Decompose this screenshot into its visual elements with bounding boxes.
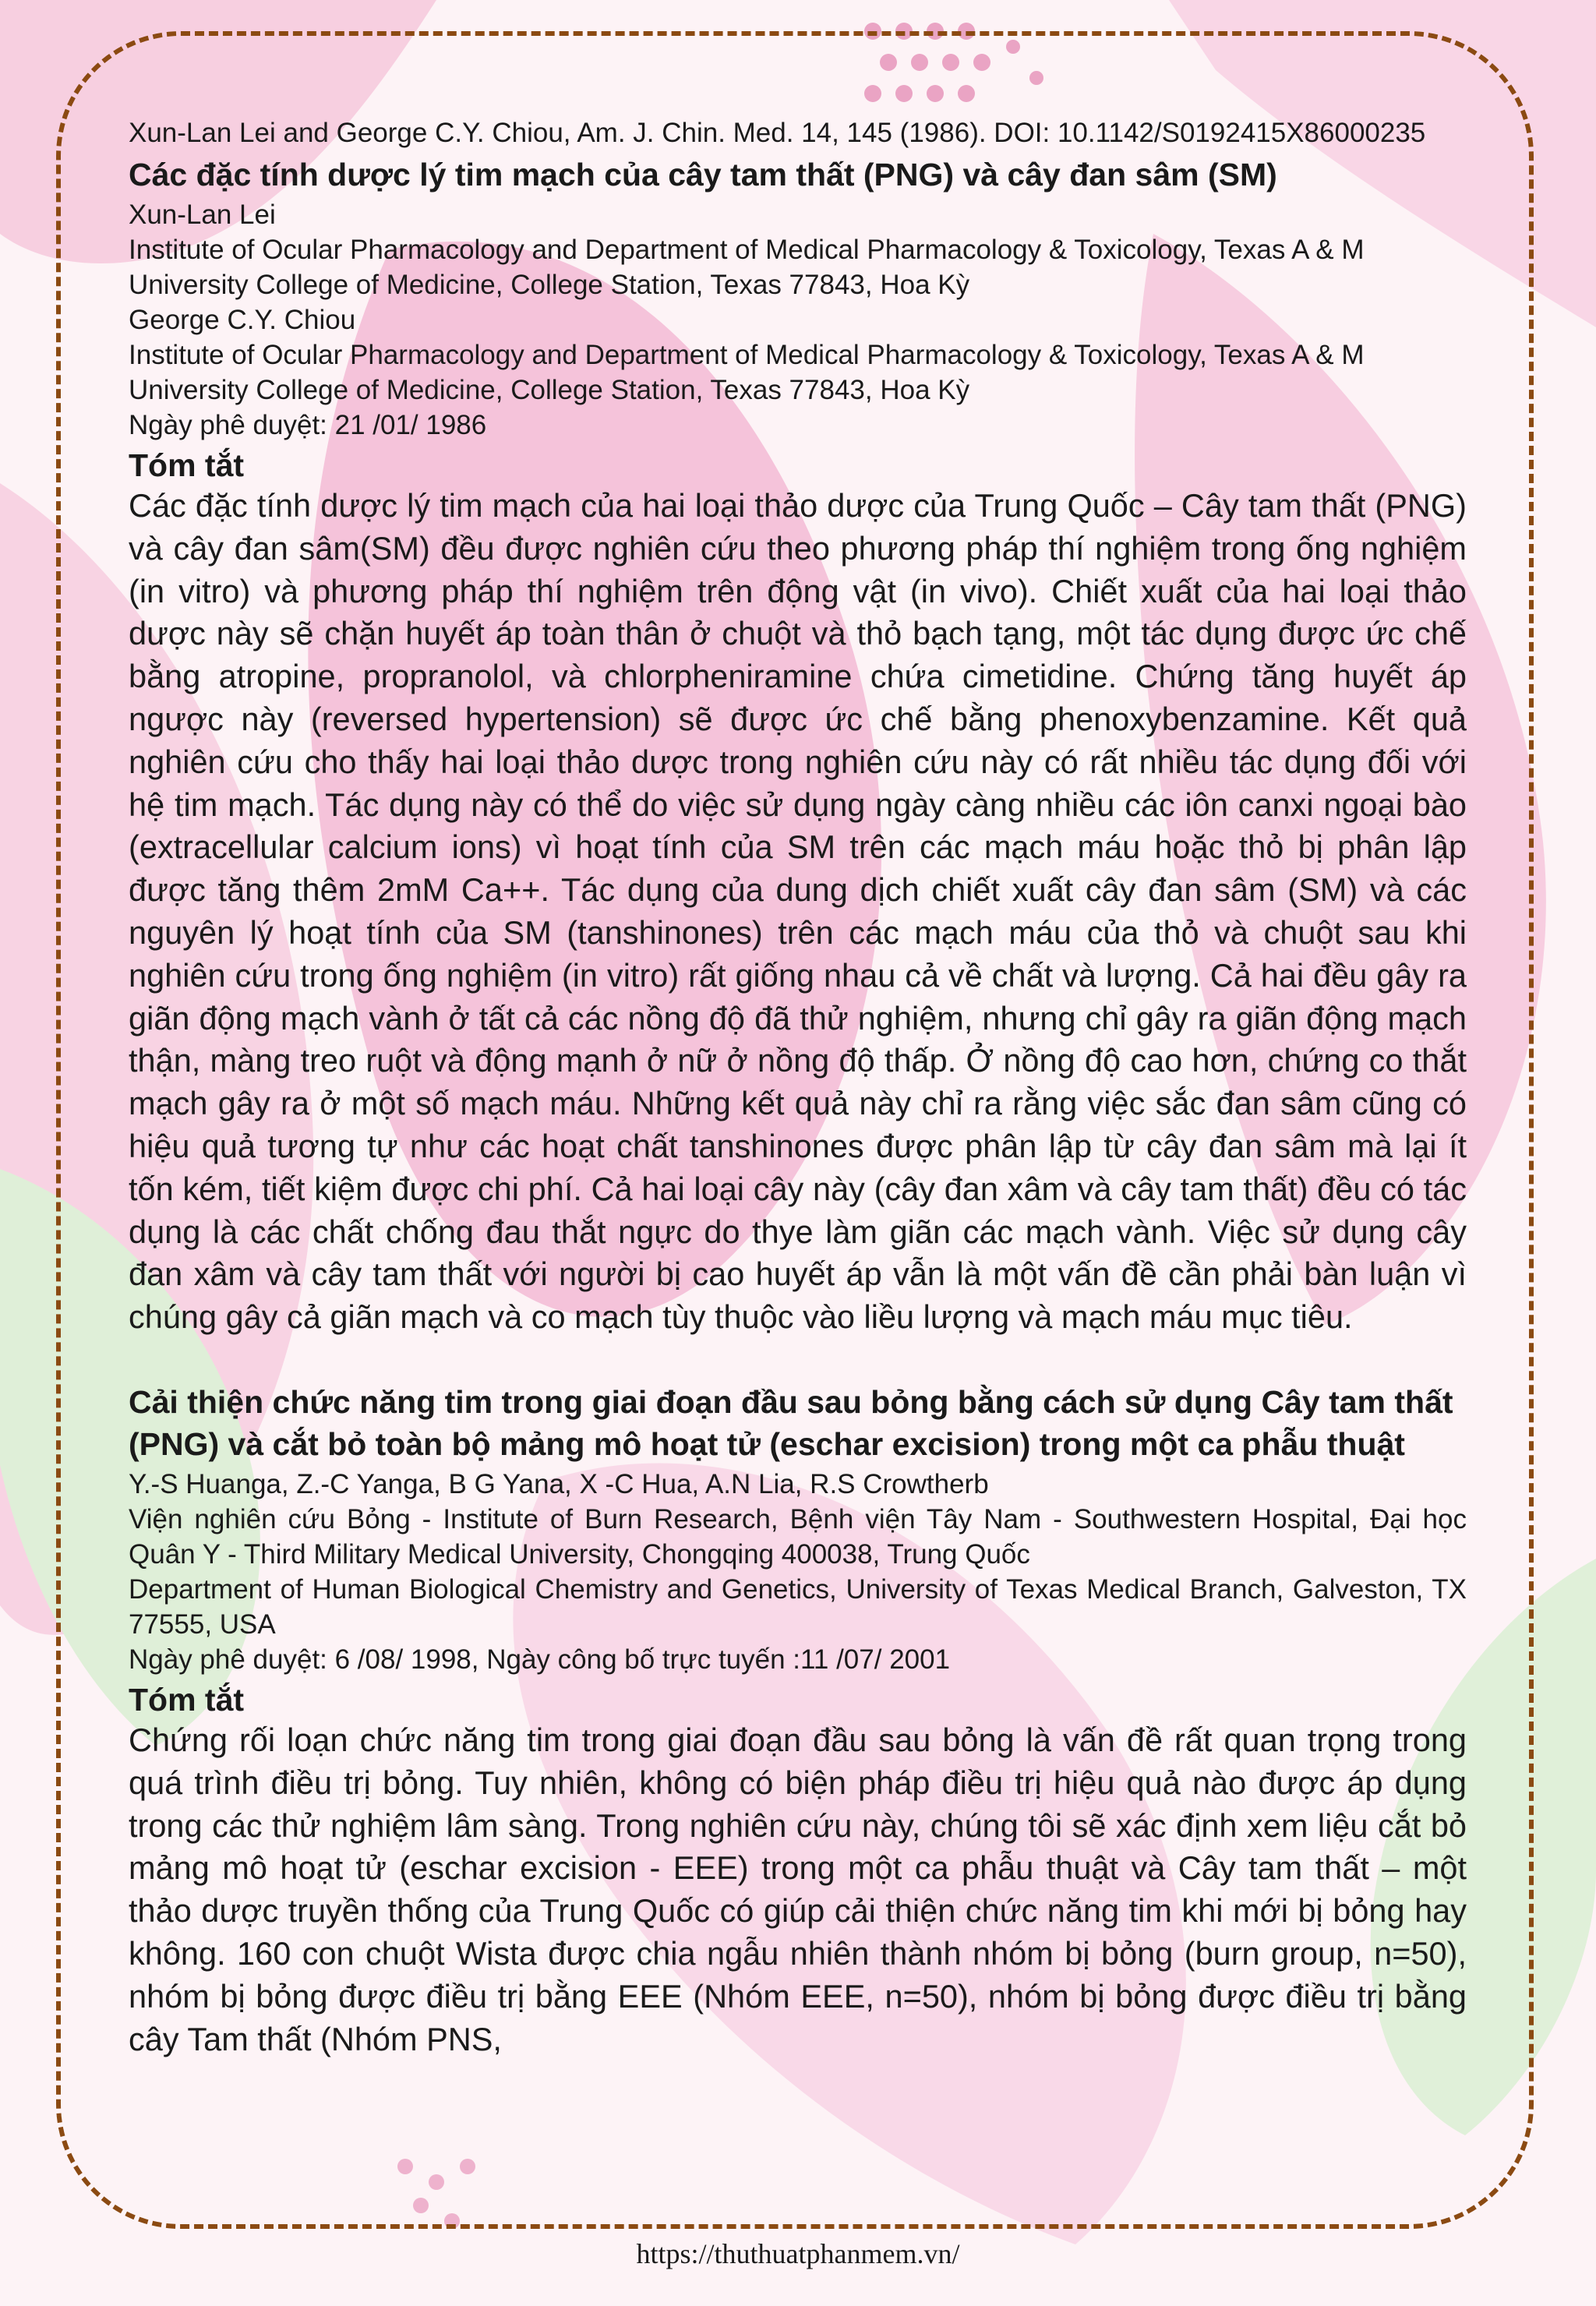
section-spacer — [129, 1339, 1467, 1378]
article-1 — [129, 115, 1467, 1339]
author-affiliation: Institute of Ocular Pharmacology and Department of Medical Pharmacology & Toxicology, Texas A & M University College of Medicine, College Station, Texas 77843, Hoa Kỳ — [129, 340, 1365, 405]
author-affiliation: Institute of Ocular Pharmacology and Department of Medical Pharmacology & Toxicology, Texas A & M University College of Medicine, College Station, Texas 77843, Hoa Kỳ — [129, 235, 1365, 300]
abstract-text: Các đặc tính dược lý tim mạch của hai loại thảo dược của Trung Quốc – Cây tam thất (PNG) và cây đan sâm(SM) đều được nghiên cứu theo phương pháp thí nghiệm trong ống nghiệm (in vitro) và phương pháp thí nghiệm trên động vật (in vivo). Chiết xuất của hai loại thảo dược này sẽ chặn huyết áp toàn thân ở chuột và thỏ bạch tạng, một tác dụng được ức chế bằng atropine, propranolol, và chlorpheniramine chứa cimetidine. Chứng tăng huyết áp ngược này (reversed hypertension) sẽ được ức chế bằng phenoxybenzamine. Kết quả nghiên cứu cho thấy hai loại thảo dược trong nghiên cứu này có rất nhiều tác dụng đối với hệ tim mạch. Tác dụng này có thể do việc sử dụng ngày càng nhiều các iôn canxi ngoại bào (extracellular calcium ions) vì hoạt tính của SM trên các mạch máu hoặc thỏ bị phân lập được tăng thêm 2mM Ca++. Tác dụng của dung dịch chiết xuất cây đan sâm (SM) và các nguyên lý hoạt tính của SM (tanshinones) trên các mạch máu của thỏ và chuột sau khi nghiên cứu trong ống nghiệm (in vitro) rất giống nhau cả về chất và lượng. Cả hai đều gây ra giãn động mạch vành ở tất cả các nồng độ đã thử nghiệm, nhưng chỉ gây ra giãn động mạch thận, màng treo ruột và động mạnh ở nữ ở nồng độ thấp. Ở nồng độ cao hơn, chứng co thắt mạch gây ra ở một số mạch máu. Những kết quả này chỉ ra rằng việc sắc đan sâm cũng có hiệu quả tương tự như các hoạt chất tanshinones được phân lập từ cây đan sâm mà lại ít tốn kém, tiết kiệm được chi phí. Cả hai loại cây này (cây đan xâm và cây tam thất) đều có tác dụng là các chất chống đau thắt ngực do thye làm giãn các mạch vành. Việc sử dụng cây đan xâm và cây tam thất với người bị cao huyết áp vẫn là một vấn đề cần phải bàn luận vì chúng gây cả giãn mạch và co mạch tùy thuộc vào liều lượng và mạch máu mục tiêu. — [129, 487, 1467, 1336]
citation: Xun-Lan Lei and George C.Y. Chiou, Am. J. Chin. Med. 14, 145 (1986). DOI: 10.1142/S0192415X86000235 — [129, 118, 1426, 148]
document-body — [129, 115, 1467, 2061]
publication-dates: Ngày phê duyệt: 6 /08/ 1998, Ngày công bố trực tuyến :11 /07/ 2001 — [129, 1644, 951, 1675]
article-title: Các đặc tính dược lý tim mạch của cây tam thất (PNG) và cây đan sâm (SM) — [129, 157, 1277, 192]
author-affiliation: Viện nghiên cứu Bỏng - Institute of Burn Research, Bệnh viện Tây Nam - Southwestern Hospital, Đại học Quân Y - Third Military Medical University, Chongqing 400038, Trung Quốc — [129, 1503, 1467, 1570]
author-list: Y.-S Huanga, Z.-C Yanga, B G Yana, X -C Hua, A.N Lia, R.S Crowtherb — [129, 1468, 989, 1499]
summary-heading: Tóm tắt — [129, 1681, 245, 1718]
approval-date: Ngày phê duyệt: 21 /01/ 1986 — [129, 410, 487, 440]
footer-url: https://thuthuatphanmem.vn/ — [636, 2238, 960, 2269]
author-name: George C.Y. Chiou — [129, 305, 356, 335]
author-name: Xun-Lan Lei — [129, 200, 276, 230]
author-affiliation: Department of Human Biological Chemistry and Genetics, University of Texas Medical Branch, Galveston, TX 77555, USA — [129, 1573, 1467, 1640]
article-title: Cải thiện chức năng tim trong giai đoạn đầu sau bỏng bằng cách sử dụng Cây tam thất (PNG) và cắt bỏ toàn bộ mảng mô hoạt tử (eschar excision) trong một ca phẫu thuật — [129, 1383, 1453, 1462]
article-2 — [129, 1381, 1467, 2061]
abstract-text: Chứng rối loạn chức năng tim trong giai đoạn đầu sau bỏng là vấn đề rất quan trọng trong quá trình điều trị bỏng. Tuy nhiên, không có biện pháp điều trị hiệu quả nào được áp dụng trong các thử nghiệm lâm sàng. Trong nghiên cứu này, chúng tôi sẽ xác định xem liệu cắt bỏ mảng mô hoạt tử (eschar excision - EEE) trong một ca phẫu thuật và Cây tam thất – một thảo dược truyền thống của Trung Quốc có giúp cải thiện chức năng tim khi mới bị bỏng hay không. 160 con chuột Wista được chia ngẫu nhiên thành nhóm bị bỏng (burn group, n=50), nhóm bị bỏng được điều trị bằng EEE (Nhóm EEE, n=50), nhóm bị bỏng được điều trị bằng cây Tam thất (Nhóm PNS, — [129, 1721, 1467, 2057]
summary-heading: Tóm tắt — [129, 447, 245, 483]
